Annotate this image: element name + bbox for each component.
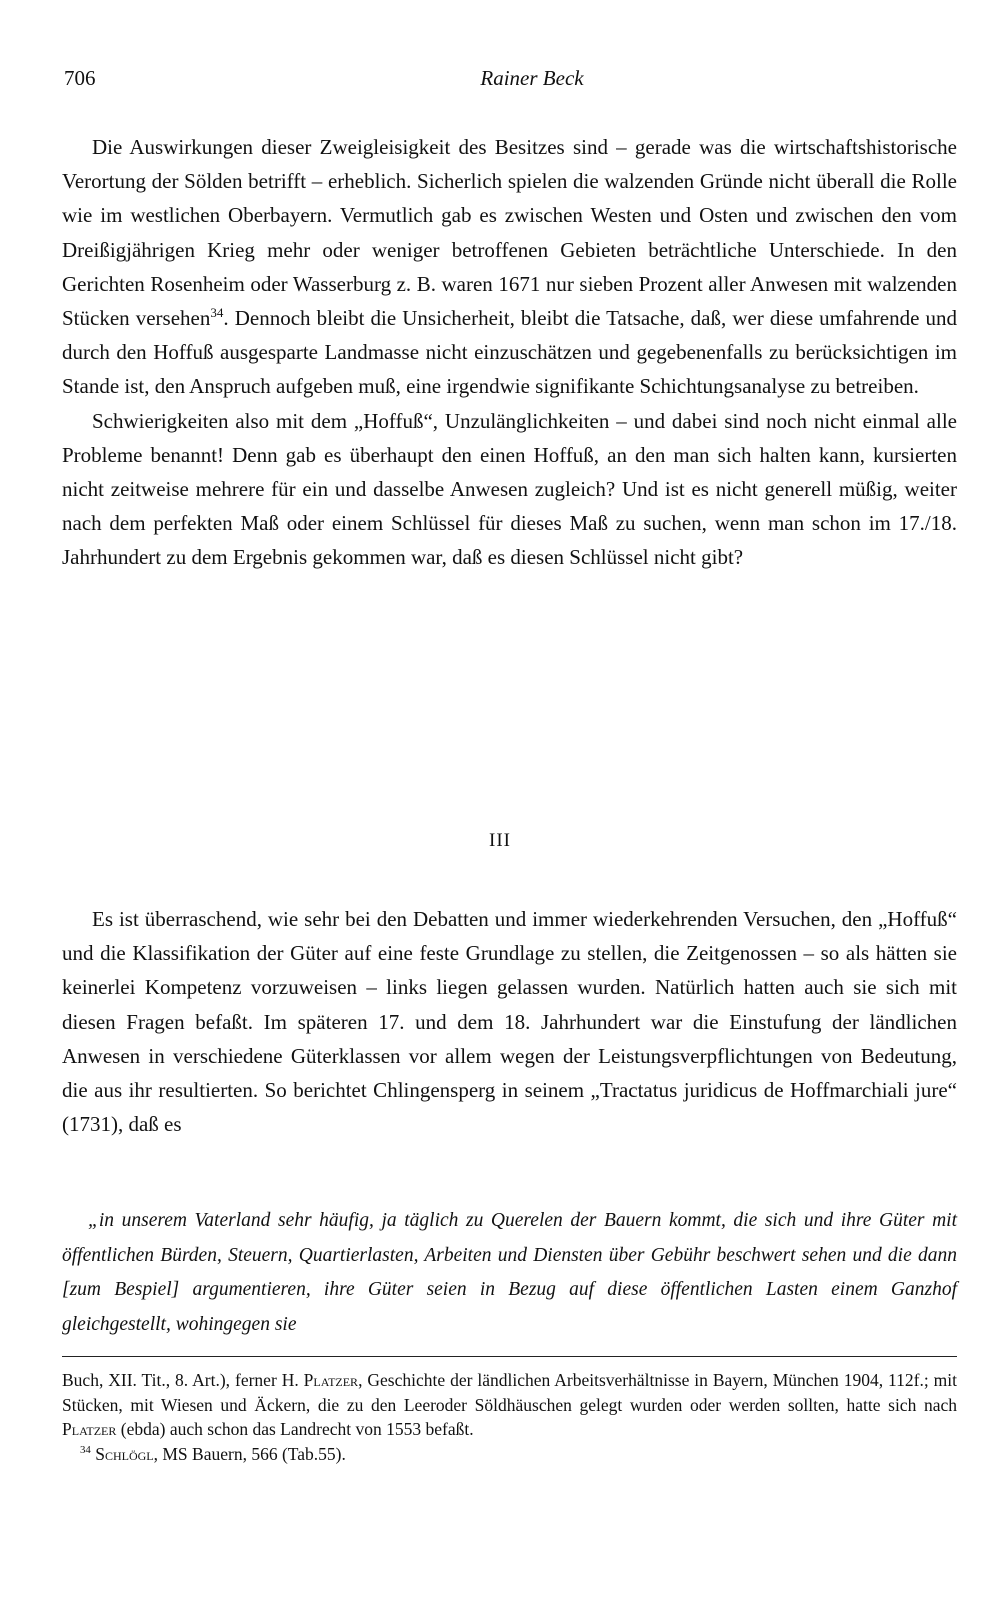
paragraph-2: Schwierigkeiten also mit dem „Hoffuß“, Unzulänglichkeiten – und dabei sind noch nicht einmal alle Probleme benannt! Denn gab es überhaupt den einen Hoffuß, an den man sich halten kann, kursierten nicht zeitweise mehrere für ein und dasselbe Anwesen zugleich? Und ist es nicht generell müßig, weiter nach dem perfekten Maß oder einem Schlüssel für dieses Maß zu suchen, wenn man schon im 17./18. Jahrhundert zu dem Ergebnis gekommen war, daß es diesen Schlüssel nicht gibt? <box>62 408 957 570</box>
page-number: 706 <box>64 66 96 90</box>
paragraph-1-text-a: Die Auswirkungen dieser Zweigleisigkeit des Besitzes sind – gerade was die wirtschaftshistorische Verortung der Sölden betrifft – erheblich. Sicherlich spielen die walzenden Gründe nicht überall die Rolle wie im westlichen Oberbayern. Vermutlich gab es zwischen Westen und Osten und zwischen den vom Dreißigjährigen Krieg mehr oder weniger betroffenen Gebieten beträchtliche Unterschiede. In den Gerichten Rosenheim oder Wasserburg z. B. waren 1671 nur sieben Prozent aller Anwesen mit walzenden Stücken versehen <box>62 135 957 331</box>
footnote-continued <box>62 1368 957 1442</box>
footnote-author-platzer: Platzer <box>303 1370 359 1390</box>
body-text-block-2 <box>62 902 957 1141</box>
block-quote <box>62 1204 957 1342</box>
paragraph-3: Es ist überraschend, wie sehr bei den Debatten und immer wiederkehrenden Versuchen, den „Hoffuß“ und die Klassifikation der Güter auf eine feste Grundlage zu stellen, die Zeitgenossen – so als hätten sie keinerlei Kompetenz vorzuweisen – links liegen gelassen wurden. Natürlich hatten auch sie sich mit diesen Fragen befaßt. Im späteren 17. und dem 18. Jahrhundert war die Einstufung der ländlichen Anwesen in verschiedene Güterklassen vor allem wegen der Leistungsverpflichtungen von Bedeutung, die aus ihr resultierten. So berichtet Chlingensperg in seinem „Tractatus juridicus de Hoffmarchiali jure“ (1731), daß es <box>62 907 957 1137</box>
footnote-34-text: , MS Bauern, 566 (Tab.55). <box>153 1443 346 1464</box>
footnote-34 <box>62 1442 957 1467</box>
footnotes <box>62 1368 957 1466</box>
block-quote-text: „in unserem Vaterland sehr häufig, ja täglich zu Querelen der Bauern kommt, die sich und ihre Güter mit öffentlichen Bürden, Steuern, Quartierlasten, Arbeiten und Diensten über Gebühr beschwert sehen und die dann [zum Bespiel] argumentieren, ihre Güter seien in Bezug auf diese öffentlichen Lasten einem Ganzhof gleichgestellt, wohingegen sie <box>62 1210 957 1335</box>
section-heading: III <box>489 830 511 851</box>
footnote-author-platzer-2: Platzer <box>62 1419 117 1439</box>
footnote-continued-text-c: (ebda) auch schon das Landrecht von 1553 befaßt. <box>116 1419 474 1439</box>
body-text-block-1 <box>62 130 957 575</box>
footnote-author-schloegl: Schlögl <box>95 1443 154 1464</box>
footnote-continued-text-a: Buch, XII. Tit., 8. Art.), ferner H. <box>62 1370 304 1390</box>
paragraph-1 <box>62 130 957 404</box>
page-header <box>64 66 960 96</box>
footnote-number-34: 34 <box>80 1443 91 1456</box>
footnote-continued-text-b: , Geschichte der ländlichen Arbeitsverhältnisse in Bayern, München 1904, 112f.; mit Stücken, mit Wiesen und Äckern, die zu den Leeroder Söldhäuschen gelegt wurden oder werden sollten, hatte sich nach <box>62 1370 957 1415</box>
paragraph-1-text-b: . Dennoch bleibt die Unsicherheit, bleibt die Tatsache, daß, wer diese umfahrende und durch den Hoffuß ausgesparte Landmasse nicht einzuschätzen und gegebenenfalls zu berücksichtigen im Stande ist, den Anspruch aufgeben muß, eine irgendwie signifikante Schichtungsanalyse zu betreiben. <box>62 306 957 399</box>
footnote-divider <box>62 1356 957 1357</box>
running-head: Rainer Beck <box>480 66 584 90</box>
footnote-reference-34[interactable]: 34 <box>210 305 224 321</box>
